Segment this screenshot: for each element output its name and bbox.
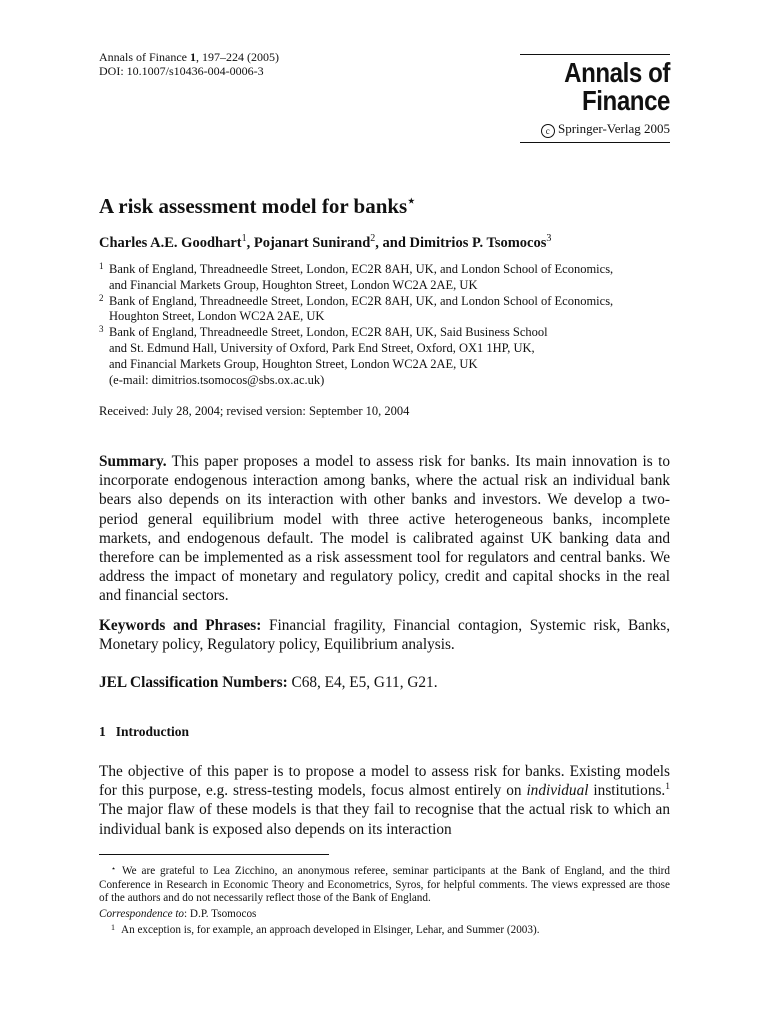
affiliation-1	[99, 262, 674, 294]
keywords-label: Keywords and Phrases:	[99, 617, 262, 634]
author-name: Dimitrios P. Tsomocos	[409, 235, 547, 251]
author-name: Pojanart Sunirand	[253, 235, 371, 251]
paper-title	[99, 193, 415, 219]
section-title: Introduction	[115, 724, 190, 739]
journal-name-line2: Finance	[582, 85, 670, 116]
footnotes	[99, 862, 670, 938]
summary-label: Summary.	[99, 453, 167, 470]
journal-rule-top	[520, 54, 670, 55]
keywords-text: Financial fragility, Financial contagion, Systemic risk, Banks, Monetary policy, Regulatory policy, Equilibrium analysis.	[99, 617, 671, 654]
affiliation-number: 2	[99, 292, 104, 303]
jel-paragraph	[99, 673, 670, 692]
author-list	[99, 233, 551, 252]
jel-label: JEL Classification Numbers:	[99, 674, 288, 691]
citation-suffix: , 197–224 (2005)	[195, 50, 279, 64]
author-affil-ref: 2	[370, 233, 376, 244]
affiliation-line: and Financial Markets Group, Houghton Street, London WC2A 2AE, UK	[109, 277, 478, 292]
summary-paragraph	[99, 452, 670, 606]
footnote-star-text: We are grateful to Lea Zicchino, an anonymous referee, seminar participants at the Bank of England, and the third Conference in Research in Economic Theory and Econometrics, Syros, for helpful comments. The views expressed are those of the authors and do not necessarily reflect those of the Bank of England.	[99, 865, 670, 904]
affiliation-3	[99, 325, 674, 388]
copyright-line	[520, 121, 670, 138]
doi-line: DOI: 10.1007/s10436-004-0006-3	[99, 64, 264, 78]
copyright-icon: c	[541, 124, 555, 138]
footnote-1-mark: 1	[111, 923, 115, 932]
footnote-divider	[99, 854, 329, 855]
citation-line	[99, 50, 279, 64]
affiliation-number: 1	[99, 261, 104, 271]
affiliation-line: Bank of England, Threadneedle Street, London, EC2R 8AH, UK, and London School of Economics,	[109, 293, 614, 308]
jel-codes: C68, E4, E5, G11, G21.	[291, 674, 438, 691]
affiliation-line: and St. Edmund Hall, University of Oxford, Park End Street, Oxford, OX1 1HP, UK,	[109, 340, 535, 355]
intro-paragraph	[99, 762, 670, 839]
intro-text-1: The objective of this paper is to propose a model to assess risk for banks. Existing models for this purpose, e.g. stress-testing models, focus almost entirely on	[99, 763, 670, 800]
author-affil-ref: 3	[546, 233, 552, 244]
author-separator: , and	[375, 235, 410, 251]
author-affil-ref: 1	[241, 233, 247, 244]
footnote-star	[99, 862, 670, 906]
keywords-paragraph	[99, 616, 670, 654]
received-dates: Received: July 28, 2004; revised version: September 10, 2004	[99, 404, 410, 418]
citation-prefix: Annals of Finance	[99, 50, 190, 64]
journal-rule-bottom	[520, 142, 670, 143]
summary-text: This paper proposes a model to assess risk for banks. Its main innovation is to incorporate endogenous interaction among banks, where the actual risk an individual bank bears also depends on its interaction with other banks and investors. We develop a two-period general equilibrium model with three active heterogeneous banks, incomplete markets, and endogenous default. The model is calibrated against UK banking data and therefore can be implemented as a risk assessment tool for regulators and central banks. We address the impact of monetary and regulatory policy, credit and capital shocks in the real and financial sectors.	[99, 453, 670, 605]
affiliation-number: 3	[99, 324, 104, 335]
publisher: Springer-Verlag 2005	[557, 121, 670, 136]
correspondence-line	[99, 908, 670, 922]
intro-text-2: institutions.	[588, 782, 666, 800]
paper-title-text: A risk assessment model for banks	[99, 194, 408, 218]
footnote-1	[99, 921, 670, 938]
journal-logo	[520, 54, 670, 143]
affiliation-email: (e-mail: dimitrios.tsomocos@sbs.ox.ac.uk)	[109, 372, 325, 387]
section-number: 1	[99, 724, 106, 739]
intro-italic: individual	[526, 782, 589, 800]
affiliation-line: Houghton Street, London WC2A 2AE, UK	[109, 309, 325, 324]
footnote-ref-1[interactable]: 1	[665, 782, 670, 793]
citation-volume: 1	[189, 50, 196, 64]
affiliation-2	[99, 294, 674, 326]
affiliation-line: and Financial Markets Group, Houghton Street, London WC2A 2AE, UK	[109, 356, 478, 371]
affiliation-line: Bank of England, Threadneedle Street, London, EC2R 8AH, UK, and London School of Economics,	[109, 262, 614, 276]
correspondence-label: Correspondence to	[99, 907, 185, 920]
correspondence-name: : D.P. Tsomocos	[184, 907, 257, 920]
journal-name-line1: Annals of	[564, 57, 670, 88]
footnote-star-mark: ⋆	[111, 864, 117, 873]
affiliation-line: Bank of England, Threadneedle Street, London, EC2R 8AH, UK, Said Business School	[109, 325, 548, 340]
author-name: Charles A.E. Goodhart	[99, 235, 242, 251]
author-separator: ,	[246, 235, 254, 251]
section-heading	[99, 724, 189, 740]
title-footnote-star: ⋆	[407, 193, 416, 208]
intro-text-3: The major flaw of these models is that they fail to recognise that the actual risk to which an individual bank is exposed also depends on its interaction	[99, 801, 670, 838]
footnote-1-text: An exception is, for example, an approach developed in Elsinger, Lehar, and Summer (2003).	[121, 924, 540, 936]
affiliations	[99, 262, 674, 388]
